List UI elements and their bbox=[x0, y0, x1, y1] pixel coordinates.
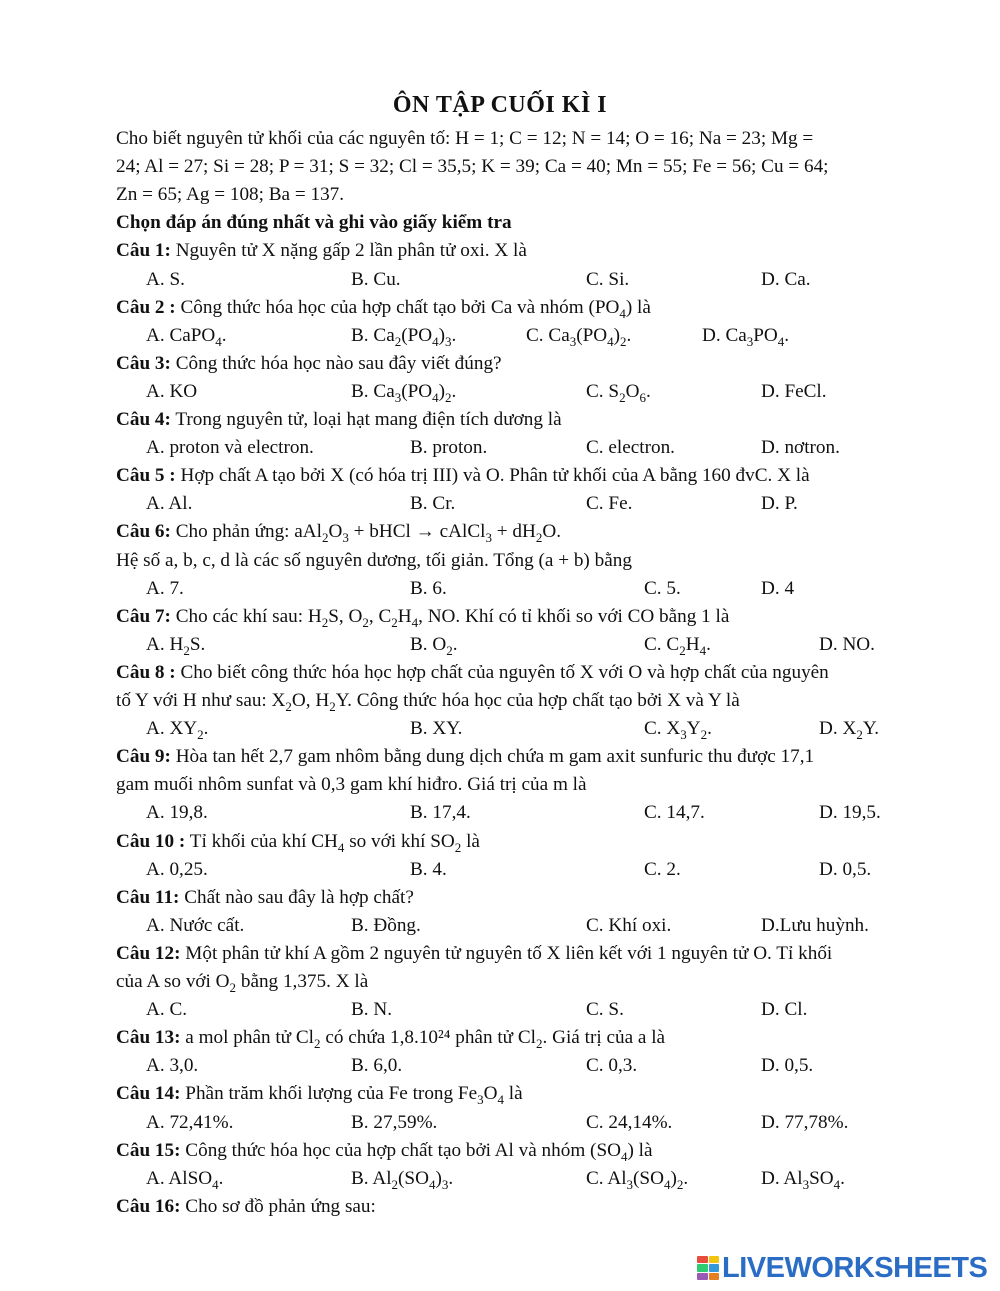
intro-line: 24; Al = 27; Si = 28; P = 31; S = 32; Cl = 35,5; K = 39; Ca = 40; Mn = 55; Fe = 56; Cu = 64; bbox=[116, 156, 829, 178]
question-label: Câu 7: bbox=[116, 605, 171, 627]
question-stem: Hợp chất A tạo bởi X (có hóa trị III) và O. Phân tử khối của A bằng 160 đvC. X là bbox=[175, 465, 810, 487]
question-8-text bbox=[116, 689, 740, 719]
question-16-text bbox=[116, 1195, 376, 1219]
question-4-option-a[interactable]: A. proton và electron. bbox=[146, 437, 314, 459]
question-12-option-a[interactable]: A. C. bbox=[146, 999, 188, 1021]
question-7-option-c[interactable]: C. $C_2H_4$. bbox=[644, 633, 711, 658]
logo-icon bbox=[697, 1256, 719, 1280]
question-13-text bbox=[116, 1026, 665, 1056]
question-2-option-c[interactable]: C. $Ca_3(PO_4)_2$. bbox=[526, 324, 632, 349]
question-15-text bbox=[116, 1139, 653, 1169]
question-8-option-b[interactable]: B. XY. bbox=[410, 718, 463, 740]
question-5-option-b[interactable]: B. Cr. bbox=[410, 493, 456, 515]
question-stem: Cho phản ứng: $aAl_2O_3$ + bHCl → cAlCl$_3$ + $dH_2O$. bbox=[170, 521, 561, 546]
question-label: Câu 6: bbox=[116, 521, 171, 543]
question-7-option-a[interactable]: A. $H_2S$. bbox=[146, 633, 206, 658]
question-label: Câu 9: bbox=[116, 746, 171, 768]
question-label: Câu 14: bbox=[116, 1083, 181, 1105]
question-6-option-b[interactable]: B. 6. bbox=[410, 577, 447, 599]
question-label: Câu 12: bbox=[116, 942, 181, 964]
question-label: Câu 11: bbox=[116, 886, 180, 908]
question-label: Câu 4: bbox=[116, 409, 171, 430]
question-stem: Công thức hóa học nào sau đây viết đúng? bbox=[170, 352, 502, 374]
question-10-option-a[interactable]: A. 0,25. bbox=[146, 858, 208, 880]
question-6-text bbox=[116, 520, 561, 550]
question-stem: Chất nào sau đây là hợp chất? bbox=[179, 886, 414, 908]
question-8-option-d[interactable]: D. $X_2Y$. bbox=[819, 718, 879, 742]
question-7-option-d[interactable]: D. NO. bbox=[819, 633, 875, 655]
logo-tile bbox=[697, 1273, 708, 1280]
question-14-option-c[interactable]: C. 24,14%. bbox=[586, 1111, 673, 1133]
question-4-option-b[interactable]: B. proton. bbox=[410, 437, 488, 459]
question-1-option-a[interactable]: A. S. bbox=[146, 268, 185, 290]
question-2-option-d[interactable]: D. $Ca_3PO_4$. bbox=[702, 324, 790, 349]
question-10-option-d[interactable]: D. 0,5. bbox=[819, 858, 872, 880]
question-5-option-d[interactable]: D. P. bbox=[761, 493, 798, 515]
question-2-text bbox=[116, 296, 651, 326]
question-15-option-b[interactable]: B. $Al_2(SO_4)_3$. bbox=[351, 1167, 454, 1192]
question-10-text bbox=[116, 830, 480, 860]
question-9-text bbox=[116, 745, 814, 769]
question-8-option-a[interactable]: A. $XY_2$. bbox=[146, 718, 209, 742]
question-14-option-a[interactable]: A. 72,41%. bbox=[146, 1111, 234, 1133]
question-11-option-c[interactable]: C. Khí oxi. bbox=[586, 914, 672, 936]
logo-tile bbox=[709, 1256, 720, 1263]
question-12-option-c[interactable]: C. S. bbox=[586, 999, 624, 1021]
question-10-option-b[interactable]: B. 4. bbox=[410, 858, 447, 880]
question-label: Câu 2 : bbox=[116, 296, 176, 318]
question-stem: tố Y với H như sau: $X_2O$, $H_2Y$. Công thức hóa học của hợp chất tạo bởi X và Y là bbox=[116, 690, 740, 714]
question-13-option-d[interactable]: D. 0,5. bbox=[761, 1055, 814, 1077]
question-13-option-b[interactable]: B. 6,0. bbox=[351, 1055, 403, 1077]
logo-tile bbox=[697, 1264, 708, 1271]
question-15-option-c[interactable]: C. $Al_3(SO_4)_2$. bbox=[586, 1167, 689, 1192]
logo-text: LIVEWORKSHEETS bbox=[722, 1251, 988, 1284]
question-11-option-a[interactable]: A. Nước cất. bbox=[146, 914, 245, 936]
question-label: Câu 10 : bbox=[116, 830, 186, 852]
intro-line: Zn = 65; Ag = 108; Ba = 137. bbox=[116, 184, 345, 206]
question-14-text bbox=[116, 1082, 523, 1112]
question-15-option-a[interactable]: A. AlSO$_4$. bbox=[146, 1167, 224, 1192]
question-14-option-d[interactable]: D. 77,78%. bbox=[761, 1111, 849, 1133]
question-10-option-c[interactable]: C. 2. bbox=[644, 858, 681, 880]
question-stem: Cho biết công thức hóa học hợp chất của nguyên tố X với O và hợp chất của nguyên bbox=[175, 661, 829, 683]
question-stem: Hệ số a, b, c, d là các số nguyên dương, tối giản. Tổng (a + b) bằng bbox=[116, 549, 632, 571]
question-1-option-c[interactable]: C. Si. bbox=[586, 268, 630, 290]
logo-tile bbox=[709, 1264, 720, 1271]
question-6-option-d[interactable]: D. 4 bbox=[761, 577, 795, 599]
question-13-option-c[interactable]: C. 0,3. bbox=[586, 1055, 638, 1077]
question-1-option-d[interactable]: D. Ca. bbox=[761, 268, 811, 290]
question-4-text bbox=[116, 408, 562, 432]
question-7-option-b[interactable]: B. $O_2$. bbox=[410, 633, 458, 658]
question-4-option-c[interactable]: C. electron. bbox=[586, 437, 675, 459]
question-2-option-b[interactable]: B. $Ca_2(PO_4)_3$. bbox=[351, 324, 457, 349]
question-9-option-c[interactable]: C. 14,7. bbox=[644, 802, 705, 824]
question-3-option-a[interactable]: A. KO bbox=[146, 380, 198, 402]
question-label: Câu 1: bbox=[116, 240, 171, 262]
question-12-option-b[interactable]: B. N. bbox=[351, 999, 393, 1021]
instruction: Chọn đáp án đúng nhất và ghi vào giấy kiểm tra bbox=[116, 212, 512, 234]
question-stem: Nguyên tử X nặng gấp 2 lần phân tử oxi. X là bbox=[170, 240, 527, 262]
question-9-text bbox=[116, 773, 587, 797]
question-9-option-d[interactable]: D. 19,5. bbox=[819, 802, 881, 824]
question-label: Câu 8 : bbox=[116, 661, 176, 683]
question-label: Câu 13: bbox=[116, 1027, 181, 1049]
question-11-option-d[interactable]: D.Lưu huỳnh. bbox=[761, 914, 869, 936]
question-5-option-a[interactable]: A. Al. bbox=[146, 493, 193, 515]
question-13-option-a[interactable]: A. 3,0. bbox=[146, 1055, 199, 1077]
question-7-text bbox=[116, 605, 729, 635]
question-3-option-d[interactable]: D. FeCl. bbox=[761, 380, 827, 402]
question-stem: Tỉ khối của khí $CH_4$ so với khí $SO_2$ là bbox=[185, 830, 480, 855]
question-14-option-b[interactable]: B. 27,59%. bbox=[351, 1111, 438, 1133]
liveworksheets-logo bbox=[697, 1252, 987, 1284]
question-3-text bbox=[116, 352, 502, 376]
question-stem: gam muối nhôm sunfat và 0,3 gam khí hiđro. Giá trị của m là bbox=[116, 774, 587, 796]
question-3-option-c[interactable]: C. $S_2O_6$. bbox=[586, 380, 651, 405]
question-5-text bbox=[116, 464, 810, 488]
question-2-option-a[interactable]: A. CaPO$_4$. bbox=[146, 324, 227, 349]
question-9-option-a[interactable]: A. 19,8. bbox=[146, 802, 208, 824]
question-6-option-a[interactable]: A. 7. bbox=[146, 577, 184, 599]
intro-line: Cho biết nguyên tử khối của các nguyên tố: H = 1; C = 12; N = 14; O = 16; Na = 23; Mg = bbox=[116, 128, 814, 149]
logo-tile bbox=[709, 1273, 720, 1280]
question-stem: Trong nguyên tử, loại hạt mang điện tích dương là bbox=[170, 409, 562, 430]
question-9-option-b[interactable]: B. 17,4. bbox=[410, 802, 471, 824]
question-label: Câu 15: bbox=[116, 1139, 181, 1161]
question-stem: Công thức hóa học của hợp chất tạo bởi Al và nhóm $(SO_4)$ là bbox=[180, 1139, 653, 1164]
question-5-option-c[interactable]: C. Fe. bbox=[586, 493, 633, 515]
question-stem: a mol phân tử $Cl_2$ có chứa 1,8.10²⁴ phân tử $Cl_2$. Giá trị của a là bbox=[180, 1027, 666, 1052]
page-title: ÔN TẬP CUỐI KÌ I bbox=[392, 92, 608, 118]
question-label: Câu 3: bbox=[116, 352, 171, 374]
question-stem: Một phân tử khí A gồm 2 nguyên tử nguyên tố X liên kết với 1 nguyên tử O. Tỉ khối bbox=[180, 942, 833, 964]
question-3-option-b[interactable]: B. $Ca_3(PO_4)_2$. bbox=[351, 380, 457, 405]
question-12-text bbox=[116, 942, 832, 966]
question-stem: Cho sơ đồ phản ứng sau: bbox=[180, 1195, 376, 1217]
question-stem: Công thức hóa học của hợp chất tạo bởi Ca và nhóm $(PO_4)$ là bbox=[175, 296, 651, 321]
question-label: Câu 5 : bbox=[116, 465, 176, 487]
question-1-option-b[interactable]: B. Cu. bbox=[351, 268, 401, 290]
question-8-option-c[interactable]: C. $X_3Y_2$. bbox=[644, 718, 712, 742]
question-12-text bbox=[116, 970, 368, 1000]
logo-tile bbox=[697, 1256, 708, 1263]
question-1-text bbox=[116, 239, 527, 263]
question-6-text bbox=[116, 549, 632, 573]
question-15-option-d[interactable]: D. $Al_3SO_4$. bbox=[761, 1167, 845, 1192]
question-6-option-c[interactable]: C. 5. bbox=[644, 577, 681, 599]
question-12-option-d[interactable]: D. Cl. bbox=[761, 999, 808, 1021]
question-stem: Cho các khí sau: $H_2S$, $O_2$, $C_2H_4$, NO. Khí có tỉ khối so với CO bằng 1 là bbox=[170, 605, 730, 630]
question-stem: Hòa tan hết 2,7 gam nhôm bằng dung dịch chứa m gam axit sunfuric thu được 17,1 bbox=[170, 746, 815, 768]
question-stem: của A so với $O_2$ bằng 1,375. X là bbox=[116, 971, 369, 995]
question-stem: Phần trăm khối lượng của Fe trong $Fe_3O_4$ là bbox=[180, 1083, 523, 1108]
question-4-option-d[interactable]: D. nơtron. bbox=[761, 437, 840, 459]
question-11-option-b[interactable]: B. Đồng. bbox=[351, 914, 421, 936]
question-8-text bbox=[116, 661, 829, 685]
question-11-text bbox=[116, 886, 414, 910]
question-label: Câu 16: bbox=[116, 1195, 181, 1217]
